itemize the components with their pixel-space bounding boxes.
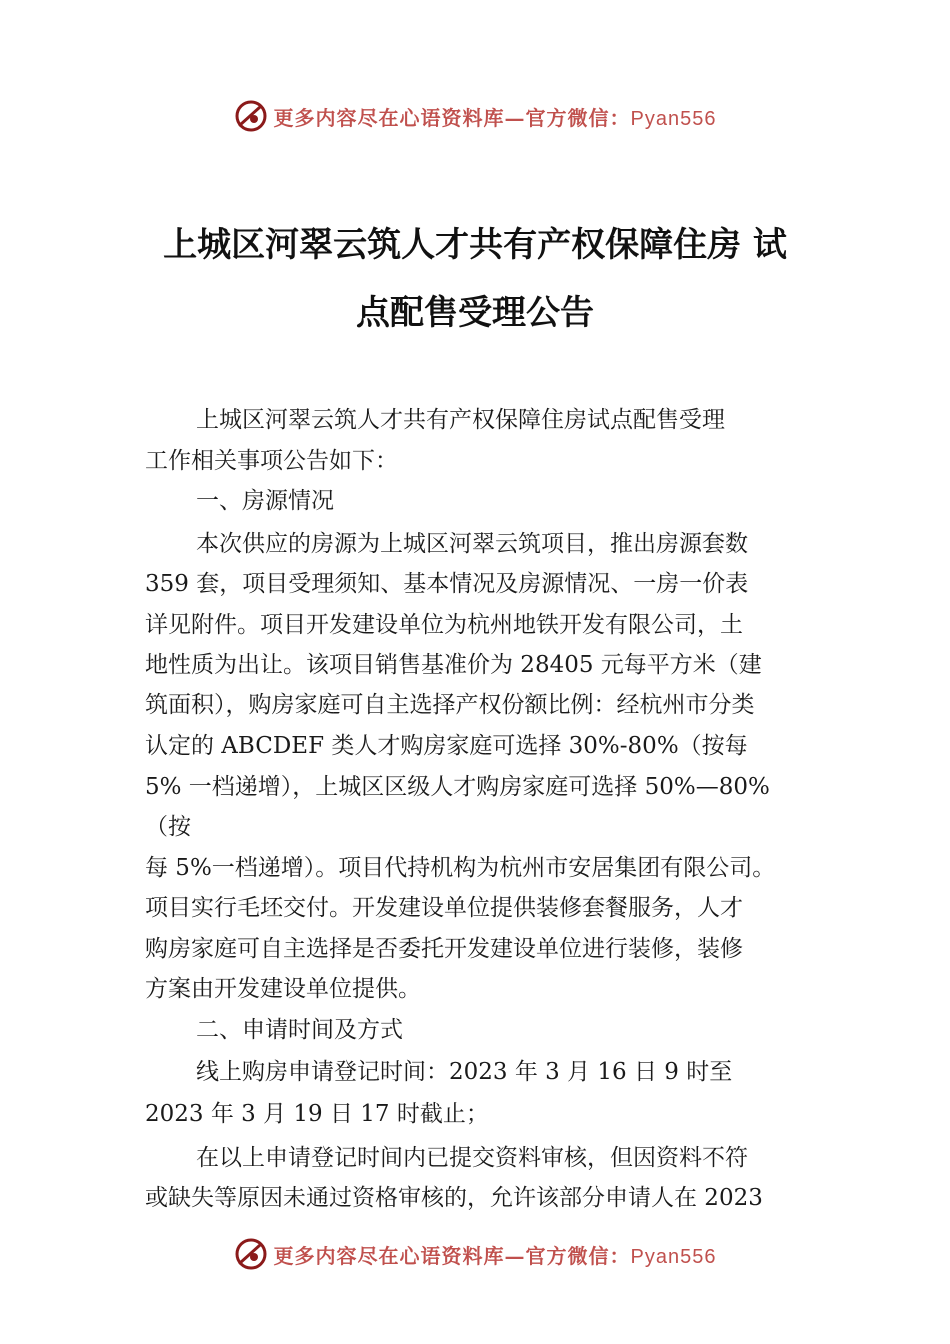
watermark-wechat-id: Pyan556: [630, 1245, 717, 1268]
body-line: 工作相关事项公告如下：: [145, 448, 398, 474]
body-line: 在以上申请登记时间内已提交资料审核，但因资料不符: [196, 1145, 748, 1171]
watermark-text: 更多内容尽在心语资料库—官方微信：Pyan556: [273, 105, 717, 130]
body-line: 本次供应的房源为上城区河翠云筑项目，推出房源套数: [196, 531, 748, 557]
watermark-text: 更多内容尽在心语资料库—官方微信：Pyan556: [273, 1243, 717, 1268]
watermark-wechat-id: Pyan556: [630, 107, 717, 130]
body-line: 项目实行毛坯交付。开发建设单位提供装修套餐服务，人才: [145, 895, 743, 921]
section-heading-application: 二、申请时间及方式: [196, 1017, 403, 1043]
document-title-line-2: 点配售受理公告: [356, 293, 594, 333]
body-line: 上城区河翠云筑人才共有产权保障住房试点配售受理: [196, 407, 725, 433]
body-line: 或缺失等原因未通过资格审核的，允许该部分申请人在 2023: [145, 1185, 763, 1211]
body-line: 359 套，项目受理须知、基本情况及房源情况、一房一价表: [145, 571, 749, 597]
document-title-line-1: 上城区河翠云筑人才共有产权保障住房 试: [163, 225, 787, 265]
body-line: 2023 年 3 月 19 日 17 时截止；: [145, 1101, 489, 1127]
body-line: 地性质为出让。该项目销售基准价为 28405 元每平方米（建: [145, 652, 762, 678]
body-line: 筑面积），购房家庭可自主选择产权份额比例：经杭州市分类: [145, 692, 755, 718]
body-line: 5% 一档递增），上城区区级人才购房家庭可选择 50%—80%: [145, 774, 770, 800]
body-line: （按: [145, 814, 191, 840]
body-line: 方案由开发建设单位提供。: [145, 976, 421, 1002]
body-line: 认定的 ABCDEF 类人才购房家庭可选择 30%-80%（按每: [145, 733, 748, 759]
header-watermark: [0, 96, 950, 136]
brush-logo-icon: [234, 99, 268, 133]
body-line: 详见附件。项目开发建设单位为杭州地铁开发有限公司，土: [145, 612, 743, 638]
brush-logo-icon: [234, 1237, 268, 1271]
body-line: 购房家庭可自主选择是否委托开发建设单位进行装修，装修: [145, 936, 743, 962]
section-heading-housing: 一、房源情况: [196, 488, 334, 514]
body-line: 每 5%一档递增）。项目代持机构为杭州市安居集团有限公司。: [145, 855, 776, 881]
footer-watermark: [0, 1234, 950, 1274]
body-line: 线上购房申请登记时间：2023 年 3 月 16 日 9 时至: [196, 1059, 733, 1085]
